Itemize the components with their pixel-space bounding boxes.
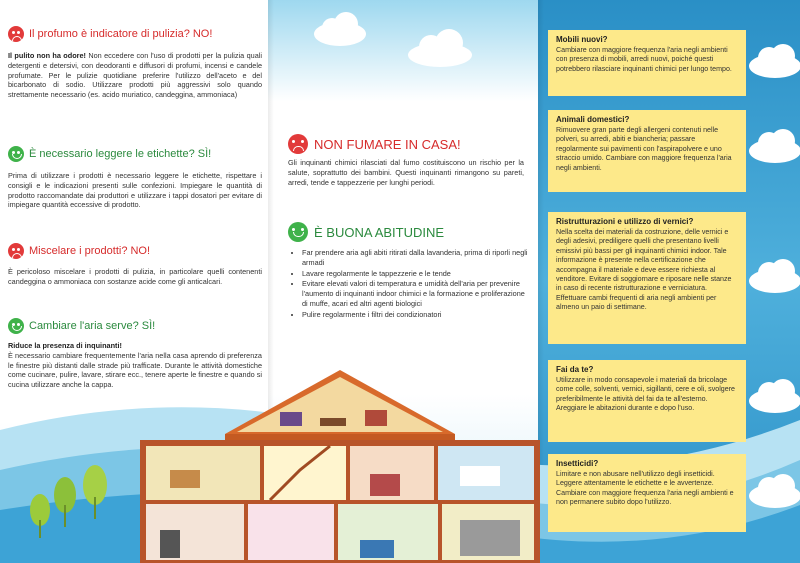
list-item: • Pulire regolarmente i filtri dei condizionatori <box>302 310 528 320</box>
tip-card <box>548 110 746 192</box>
section-heading-etichette <box>8 146 211 162</box>
frown-face-icon <box>288 134 308 154</box>
card-body: Nella scelta dei materiali da costruzione, delle vernici e degli adesivi, prediligere quelli che presentano livelli emissivi più bassi per gli inquinanti chimici indoor. Tale informazione è presente nella certificazione che accompagna il materiale e deve essere richiesta al venditore. Evitare di soggiornare e riposare nelle stanze in caso di recente ristrutturazione e verniciatura. Effettuare cambi frequenti di aria negli ambienti per almeno un paio di settimane. <box>556 228 732 312</box>
tip-card <box>548 212 746 344</box>
card-title: Animali domestici? <box>556 115 630 124</box>
card-title: Mobili nuovi? <box>556 35 608 44</box>
heading-text: È BUONA ABITUDINE <box>314 224 445 240</box>
list-item: • Evitare elevati valori di temperatura e umidità dell'aria per prevenire l'aumento di inquinanti indoor chimici e la formazione e proliferazione di muffe, acari ed altri agenti biologici <box>302 279 528 308</box>
cloud-icon <box>405 25 475 70</box>
smile-face-icon <box>288 222 308 242</box>
cloud-icon <box>310 10 370 50</box>
heading-text: Il profumo è indicatore di pulizia? NO! <box>29 28 213 40</box>
section-heading-fumo <box>288 134 461 154</box>
section-heading-abitudine <box>288 222 444 242</box>
body-text: Non eccedere con l'uso di prodotti per la pulizia quali detergenti e detersivi, con deodoranti e diffusori di profumi, incensi e candele profumate. Per le pulizie quotidiane preferire l'utilizzo dell'aceto e del bicarbonato di sodio. Utilizzare prodotti più aggressivi solo quando strettamente necessario (es. acido muriatico, candeggina, ammoniaca) <box>8 51 262 100</box>
lead-text: Riduce la presenza di inquinanti! <box>8 341 122 350</box>
card-title: Insetticidi? <box>556 459 599 468</box>
smile-face-icon <box>8 146 24 162</box>
frown-face-icon <box>8 26 24 42</box>
tip-card <box>548 30 746 96</box>
section-heading-miscelare <box>8 243 150 259</box>
card-body: Rimuovere gran parte degli allergeni contenuti nelle polveri, su arredi, abiti e biancheria; passare regolarmente sui pavimenti con l'aspirapolvere e uno straccio umido. Cambiare con maggiore frequenza l'aria negli ambienti. <box>556 126 732 172</box>
house-illustration <box>130 370 550 563</box>
heading-text: È necessario leggere le etichette? SÌ! <box>29 148 212 160</box>
cloud-icon <box>745 375 800 415</box>
heading-text: Cambiare l'aria serve? SÌ! <box>29 320 156 332</box>
frown-face-icon <box>8 243 24 259</box>
heading-text: Miscelare i prodotti? NO! <box>29 245 151 257</box>
smile-face-icon <box>8 318 24 334</box>
body-text: È necessario cambiare frequentemente l'aria nella casa aprendo di preferenza le finestre più distanti dalle strade più trafficate. Durante le attività domestiche come cucinare, pulire, lavare, stirare ecc., tenere aperte le finestre e quando si cucina utilizzare anche la cappa. <box>8 350 262 390</box>
paragraph-fumo: Gli inquinanti chimici rilasciati dal fumo costituiscono un rischio per la salute, soprattutto dei bambini. Questi inquinanti rimangono su pareti, arredi, tende e tappezzerie per lunghi periodi. <box>288 158 524 187</box>
good-habits-list <box>292 248 528 321</box>
cloud-icon <box>745 40 800 80</box>
cloud-icon <box>745 125 800 165</box>
paragraph-etichette: Prima di utilizzare i prodotti è necessario leggere le etichette, rispettare i consigli e le indicazioni presenti sulle confezioni. Impiegare le quantità di prodotto raccomandate dai produttori e utilizzare i tappi dosatori per evitare di impiegare quantità eccessive di prodotto. <box>8 171 262 210</box>
heading-text: NON FUMARE IN CASA! <box>314 136 461 152</box>
list-item: • Lavare regolarmente le tappezzerie e le tende <box>302 269 528 279</box>
cloud-icon <box>745 255 800 295</box>
card-title: Ristrutturazioni e utilizzo di vernici? <box>556 217 694 226</box>
section-heading-profumo <box>8 26 212 42</box>
paragraph-miscelare: È pericoloso miscelare i prodotti di pulizia, in particolare quelli contenenti candeggina o ammoniaca con sostanze acide come gli anticalcari. <box>8 267 262 286</box>
lead-text: Il pulito non ha odore! <box>8 51 86 60</box>
list-item: • Far prendere aria agli abiti ritirati dalla lavanderia, prima di riporli negli armadi <box>302 248 528 268</box>
card-title: Fai da te? <box>556 365 594 374</box>
paragraph-profumo <box>8 51 262 100</box>
tip-card <box>548 360 746 442</box>
tip-card <box>548 454 746 532</box>
card-body: Utilizzare in modo consapevole i materiali da bricolage come colle, solventi, vernici, sigillanti, cere e oli, svolgere preferibilmente le attività del fai da te all'esterno. Areggiare le abitazioni durante e dopo l'uso. <box>556 376 735 413</box>
card-body: Cambiare con maggiore frequenza l'aria negli ambienti con presenza di mobili, arredi nuovi, poiché questi potrebbero rilasciare inquinanti chimici per lungo tempo. <box>556 46 732 73</box>
card-body: Limitare e non abusare nell'utilizzo degli insetticidi. Leggere attentamente le etichette e le avvertenze. Cambiare con maggiore frequenza l'aria negli ambienti e non permanere subito dopo l'utilizzo. <box>556 470 734 507</box>
section-heading-aria <box>8 318 155 334</box>
cloud-icon <box>745 470 800 510</box>
